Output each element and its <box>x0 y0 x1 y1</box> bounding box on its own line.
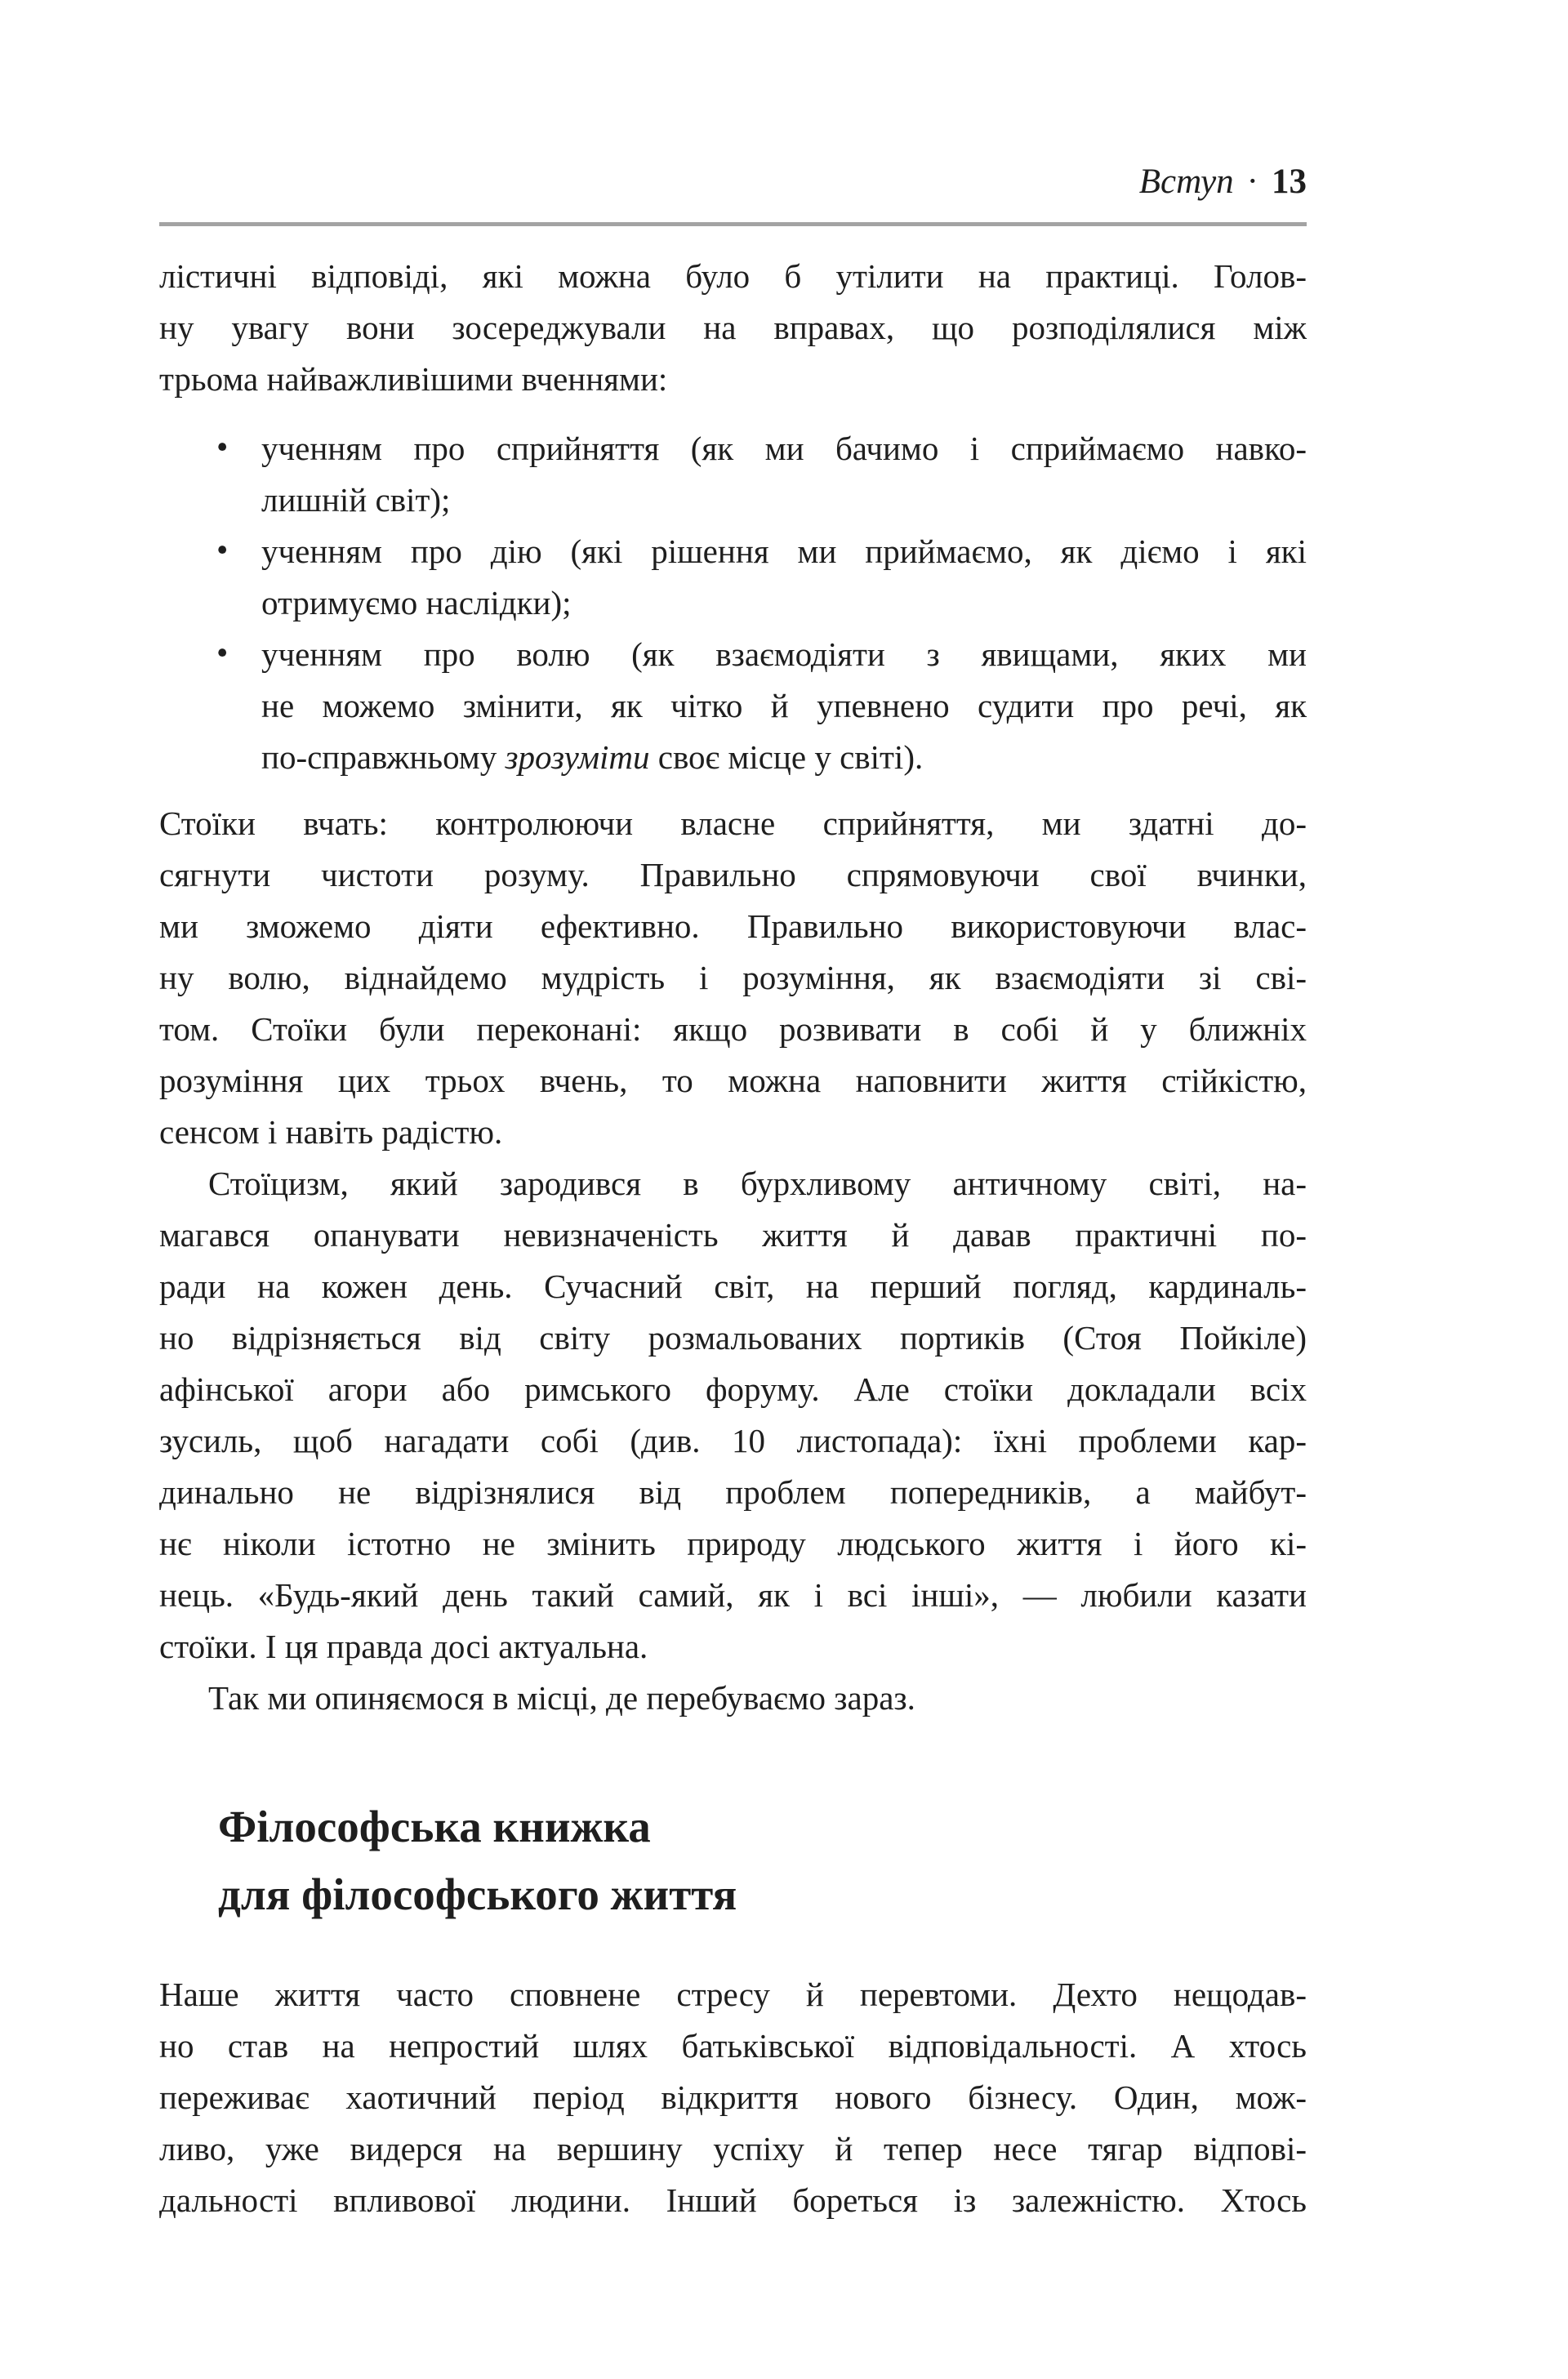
text-line: но відрізняється від світу розмальованих портиків (Стоя Пойкіле) <box>159 1319 1307 1357</box>
text-line: стоїки. І ця правда досі актуальна. <box>159 1628 648 1665</box>
text-line: отримуємо наслідки); <box>261 584 572 621</box>
text-line: не можемо змінити, як чітко й упевнено судити про речі, як <box>261 687 1307 724</box>
text-line: дальності впливової людини. Інший бореться із залежністю. Хтось <box>159 2181 1307 2219</box>
running-head <box>159 160 1307 204</box>
text-line: нець. «Будь-який день такий самий, як і всі інші», — любили казати <box>159 1576 1307 1614</box>
text-line: ми зможемо діяти ефективно. Правильно використовуючи влас- <box>159 907 1307 945</box>
section-heading <box>218 1793 1307 1928</box>
text-line: ну увагу вони зосереджували на вправах, що розподілялися між <box>159 309 1307 346</box>
text-line: Так ми опиняємося в місці, де перебуваємо зараз. <box>208 1679 915 1717</box>
bullet-list <box>159 423 1307 783</box>
text-line: сенсом і навіть радістю. <box>159 1113 503 1151</box>
paragraph <box>159 1673 1307 1724</box>
bullet-list-item <box>159 526 1307 629</box>
text-line: том. Стоїки були переконані: якщо розвивати в собі й у ближніх <box>159 1010 1307 1048</box>
paragraph <box>159 798 1307 1158</box>
text-line: нє ніколи істотно не змінить природу людського життя і його кі- <box>159 1525 1307 1562</box>
bullet-icon: • <box>216 634 229 671</box>
header-rule <box>159 222 1307 226</box>
text-line: переживає хаотичний період відкриття нового бізнесу. Один, мож- <box>159 2078 1307 2116</box>
bullet-list-item <box>159 629 1307 783</box>
text-line: по-справжньому зрозуміти своє місце у світі). <box>261 738 924 776</box>
running-head-section-title: Вступ <box>1138 163 1234 201</box>
bullet-list-item <box>159 423 1307 526</box>
text-line: ну волю, віднайдемо мудрість і розуміння, як взаємодіяти зі сві- <box>159 959 1307 996</box>
text-line: Наше життя часто сповнене стресу й перевтоми. Дехто нещодав- <box>159 1976 1307 2013</box>
page-body <box>159 251 1307 2226</box>
page-number: 13 <box>1272 163 1307 201</box>
text-line: ученням про дію (які рішення ми приймаємо, як діємо і які <box>261 532 1307 570</box>
text-line: афінської агори або римського форуму. Але стоїки докладали всіх <box>159 1370 1307 1408</box>
text-line: но став на непростий шлях батьківської відповідальності. А хтось <box>159 2027 1307 2065</box>
text-line: динально не відрізнялися від проблем попередників, а майбут- <box>159 1473 1307 1511</box>
text-line: трьома найважливішими вченнями: <box>159 360 668 398</box>
text-line: лістичні відповіді, які можна було б утілити на практиці. Голов- <box>159 257 1307 295</box>
text-line: ученням про сприйняття (як ми бачимо і сприймаємо навко- <box>261 430 1307 467</box>
text-line: Стоїцизм, який зародився в бурхливому античному світі, на- <box>208 1165 1307 1202</box>
text-line: зусиль, щоб нагадати собі (див. 10 листопада): їхні проблеми кар- <box>159 1422 1307 1459</box>
text-line: сягнути чистоти розуму. Правильно спрямовуючи свої вчинки, <box>159 856 1307 893</box>
paragraph <box>159 1158 1307 1673</box>
text-line: лишній світ); <box>261 481 451 519</box>
text-line: розуміння цих трьох вчень, то можна наповнити життя стійкістю, <box>159 1062 1307 1099</box>
text-line: ученням про волю (як взаємодіяти з явищами, яких ми <box>261 635 1307 673</box>
paragraph <box>159 251 1307 405</box>
text-line: ливо, уже видерся на вершину успіху й тепер несе тягар відпові- <box>159 2130 1307 2167</box>
text-line: ради на кожен день. Сучасний світ, на перший погляд, кардиналь- <box>159 1267 1307 1305</box>
text-line: магався опанувати невизначеність життя й давав практичні по- <box>159 1216 1307 1254</box>
page-content <box>159 0 1307 2226</box>
running-head-separator: · <box>1246 163 1258 201</box>
text-line: Філософська книжка <box>218 1802 651 1851</box>
text-line: для філософського життя <box>218 1869 737 1919</box>
bullet-icon: • <box>216 428 229 466</box>
bullet-icon: • <box>216 531 229 568</box>
paragraph <box>159 1969 1307 2226</box>
text-line: Стоїки вчать: контролюючи власне сприйняття, ми здатні до- <box>159 804 1307 842</box>
